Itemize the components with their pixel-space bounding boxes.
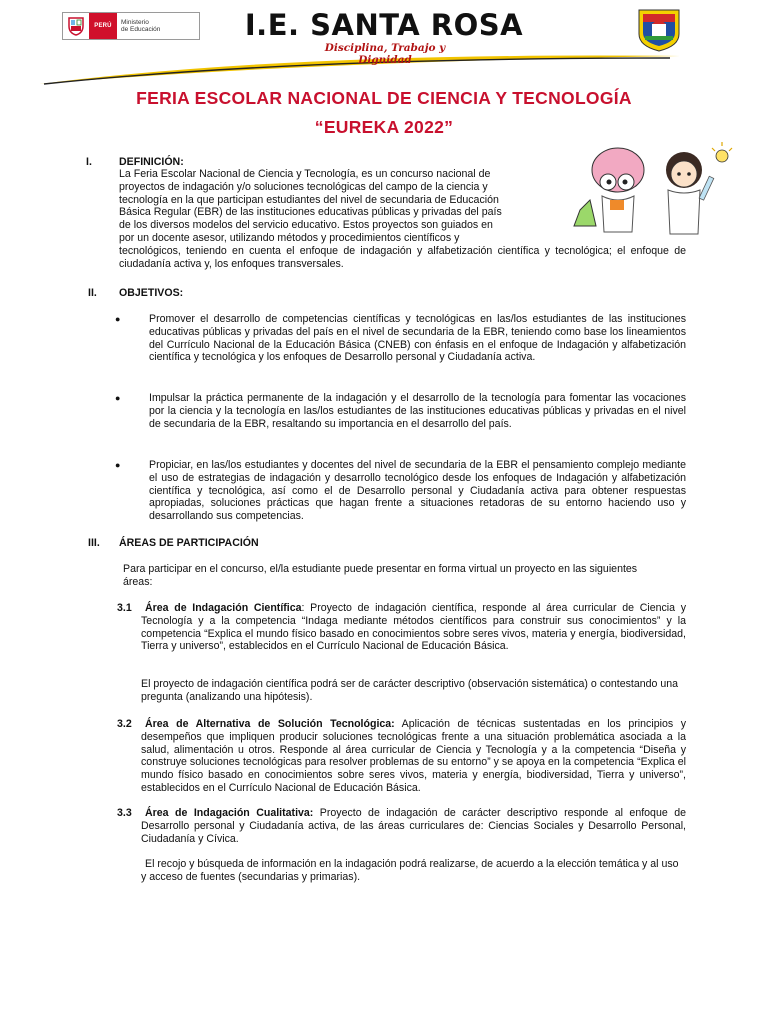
bullet-icon: ● [115, 314, 121, 324]
school-crest-icon [636, 8, 682, 52]
area-number: 3.1 [117, 602, 132, 614]
fair-title: FERIA ESCOLAR NACIONAL DE CIENCIA Y TECNOLOGÍA [136, 88, 632, 108]
area-description: Proyecto de indagación de carácter descriptivo responde al enfoque de Desarrollo personal y Ciudadanía activa, de las áreas curriculares de: Ciencias Sociales y Desarrollo Personal, Ciudadanía y Cívica. [141, 807, 686, 845]
definition-line: La Feria Escolar Nacional de Ciencia y Tecnología, es un concurso nacional de [119, 168, 491, 180]
definition-text [119, 168, 559, 245]
area-item-cientifica [141, 602, 686, 653]
school-title: I.E. SANTA ROSA [244, 8, 524, 42]
area-note: El proyecto de indagación científica podrá ser de carácter descriptivo (observación sistemática) o contestando una pregunta (analizando una hipótesis). [141, 678, 679, 703]
definition-line: tecnología en la que participan estudiantes del nivel de secundaria de Educación [119, 193, 499, 206]
area-item-cualitativa [141, 807, 686, 845]
scientist-kids-illustration [566, 140, 736, 242]
area-title: Área de Indagación Científica [145, 602, 302, 614]
area-title: Área de Indagación Cualitativa: [145, 807, 314, 819]
objective-item: Propiciar, en las/los estudiantes y docentes del nivel de secundaria de la EBR el pensamiento complejo mediante el uso de estrategias de indagación y desarrollo tecnológico desde los enfoques de Indagación y alfabetización científica y tecnológica, así como el de Desarrollo personal y Ciudadanía activa para obtener respuestas apropiadas, soluciones prácticas que hagan frente a situaciones retadoras de su entorno haciendo uso y desarrollando sus competencias. [149, 459, 686, 523]
area-note: El recojo y búsqueda de información en la indagación podrá realizarse, de acuerdo a la elección temática y al uso y acceso de fuentes (secundarias y primarias). [141, 858, 679, 883]
area-number: 3.2 [117, 718, 132, 730]
section-number-3: III. [88, 537, 100, 549]
definition-line: de los diversos modelos del servicio educativo. Estos proyectos son guiados en [119, 219, 493, 232]
section-number-2: II. [88, 287, 97, 299]
definition-line: proyectos de indagación y/o soluciones tecnológicas del campo de la ciencia y [119, 180, 488, 193]
objective-item: Promover el desarrollo de competencias científicas y tecnológicas en las/los estudiantes de las instituciones educativas públicas y privadas del país en el nivel de secundaria de la EBR, teniendo como base los lineamientos del Currículo Nacional de la Educación Básica (CNEB) con énfasis en el enfoque de Indagación y alfabetización científica y tecnológica y los enfoques de Desarrollo personal y Ciudadanía activa. [149, 313, 686, 364]
bullet-icon: ● [115, 460, 121, 470]
areas-intro: Para participar en el concurso, el/la estudiante puede presentar en forma virtual un proyecto en las siguientes áreas: [123, 563, 638, 588]
area-item-tecnologica [141, 718, 686, 795]
section-heading-areas: ÁREAS DE PARTICIPACIÓN [119, 537, 259, 549]
section-heading-definicion: DEFINICIÓN: [119, 156, 184, 168]
section-number-1: I. [86, 156, 92, 168]
area-number: 3.3 [117, 807, 132, 819]
ministry-name: Ministerio de Educación [121, 19, 161, 33]
fair-subtitle: “EUREKA 2022” [314, 117, 454, 137]
section-heading-objetivos: OBJETIVOS: [119, 287, 184, 299]
objective-item: Impulsar la práctica permanente de la indagación y el desarrollo de la tecnología para fomentar las vocaciones por la ciencia y la tecnología en las/los estudiantes de las instituciones educativas públicas y privadas en el nivel de secundaria de la EBR, resaltando su importancia en el desarrollo del país. [149, 392, 686, 430]
definition-line: por un docente asesor, utilizando métodos y procedimientos científicos y [119, 231, 460, 244]
area-description: Aplicación de técnicas sustentadas en los principios y desempeños que impliquen producir soluciones tecnológicas frente a una situación problemática asociada a la salud, alimentación u otros. Responde al área curricular de Ciencia y Tecnología y a la competencia “Diseña y construye soluciones tecnológicas para resolver problemas de su entorno” y se apoya en la competencia “Explica el mundo físico basado en conocimientos sobre seres vivos, materia y energía, biodiversidad, Tierra y universo”, establecidos en el Currículo Nacional de Educación Básica. [141, 718, 686, 794]
bullet-icon: ● [115, 393, 121, 403]
school-motto: Disciplina, Trabajo y Dignidad [324, 42, 446, 66]
area-description: : Proyecto de indagación científica, responde al área curricular de Ciencia y Tecnología y a la competencia “Indaga mediante métodos científicos para construir sus conocimientos” y la competencia “Explica el mundo físico basado en conocimientos sobre seres vivos, materia y energía, biodiversidad, Tierra y universo”, establecidos en el Currículo Nacional de Educación Básica. [141, 602, 686, 653]
definition-line: Básica Regular (EBR) de las instituciones educativas públicas y privadas del país [119, 206, 502, 219]
area-title: Área de Alternativa de Solución Tecnológica: [145, 718, 395, 730]
definition-text-tail: tecnológicos, teniendo en cuenta el enfoque de indagación y alfabetización científica y tecnológica; el enfoque de ciudadanía activa y, los enfoques transversales. [119, 245, 686, 270]
peru-label: PERÚ [89, 13, 117, 39]
